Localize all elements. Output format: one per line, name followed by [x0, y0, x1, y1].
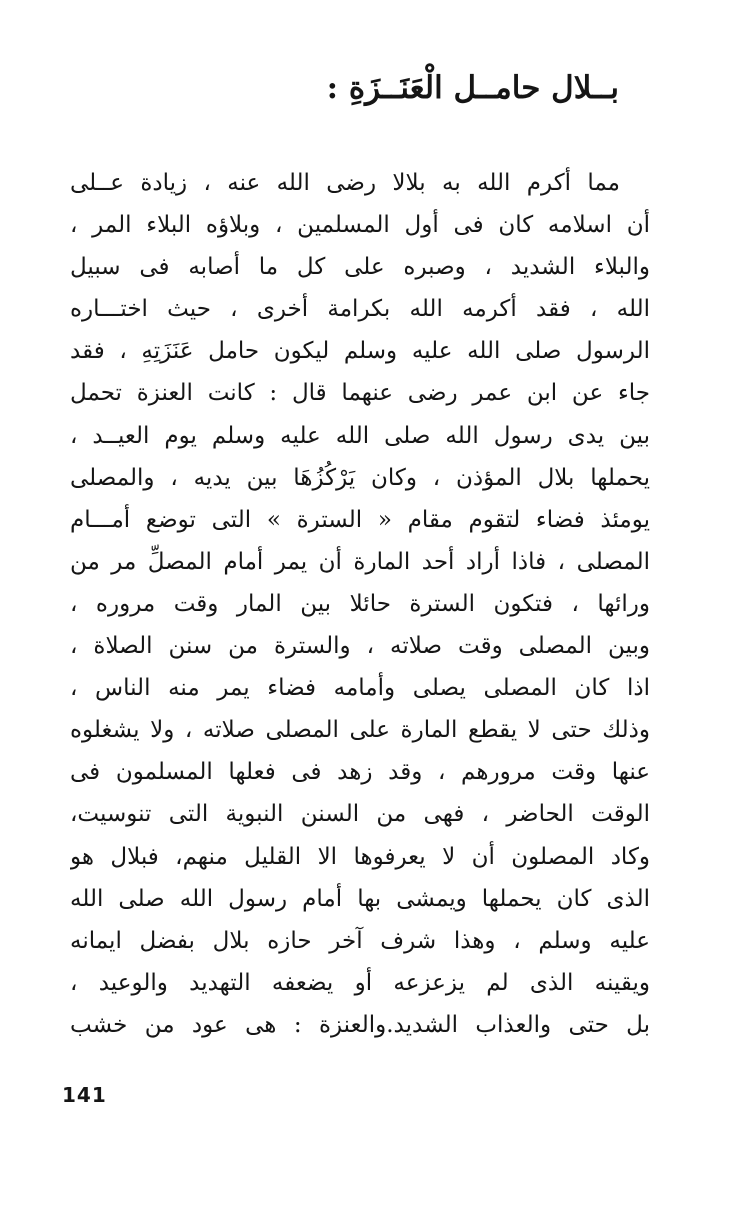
text-line: عليه وسلم ، وهذا شرف آخر حازه بلال بفضل ايمانه: [70, 927, 650, 954]
text-line: وكاد المصلون أن لا يعرفوها الا القليل منهم، فبلال هو: [70, 843, 650, 870]
page-number: 141: [62, 1083, 107, 1107]
text-line: ورائها ، فتكون السترة حائلا بين المار وقت مروره ،: [70, 590, 650, 617]
text-line: بل حتى والعذاب الشديد.والعنزة : هى عود من خشب: [70, 1011, 650, 1038]
text-line: والبلاء الشديد ، وصبره على كل ما أصابه فى سبيل: [70, 254, 650, 281]
section-heading: بــلال حامــل الْعَنَــزَةِ :: [326, 70, 619, 106]
text-line: الوقت الحاضر ، فهى من السنن النبوية التى تنوسيت،: [70, 801, 650, 828]
text-line: أن اسلامه كان فى أول المسلمين ، وبلاؤه البلاء المر ،: [70, 212, 650, 239]
text-line: الذى كان يحملها ويمشى بها أمام رسول الله صلى الله: [70, 885, 650, 912]
text-line: يحملها بلال المؤذن ، وكان يَرْكُزُهَا بين يديه ، والمصلى: [70, 464, 650, 491]
text-line: وبين المصلى وقت صلاته ، والسترة من سنن الصلاة ،: [70, 633, 650, 660]
text-line: عنها وقت مرورهم ، وقد زهد فى فعلها المسلمون فى: [70, 759, 650, 786]
text-line: الرسول صلى الله عليه وسلم ليكون حامل عَنَزَتِهِ ، فقد: [70, 338, 650, 365]
text-line: اذا كان المصلى يصلى وأمامه فضاء يمر منه الناس ،: [70, 675, 650, 702]
text-line: وذلك حتى لا يقطع المارة على المصلى صلاته ، ولا يشغلوه: [70, 717, 650, 744]
text-line: يومئذ فضاء لتقوم مقام « السترة » التى توضع أمـــام: [70, 506, 650, 533]
text-line: الله ، فقد أكرمه الله بكرامة أخرى ، حيث اختـــاره: [70, 296, 650, 323]
text-line: جاء عن ابن عمر رضى عنهما قال : كانت العنزة تحمل: [70, 380, 650, 407]
text-line: مما أكرم الله به بلالا رضى الله عنه ، زيادة عــلى: [70, 170, 620, 196]
text-line: المصلى ، فاذا أراد أحد المارة أن يمر أمام المصلِّ مر من: [70, 548, 650, 575]
text-line: ويقينه الذى لم يزعزعه أو يضعفه التهديد والوعيد ،: [70, 969, 650, 996]
body-paragraph: [70, 162, 650, 1046]
text-line: بين يدى رسول الله صلى الله عليه وسلم يوم العيــد ،: [70, 422, 650, 449]
